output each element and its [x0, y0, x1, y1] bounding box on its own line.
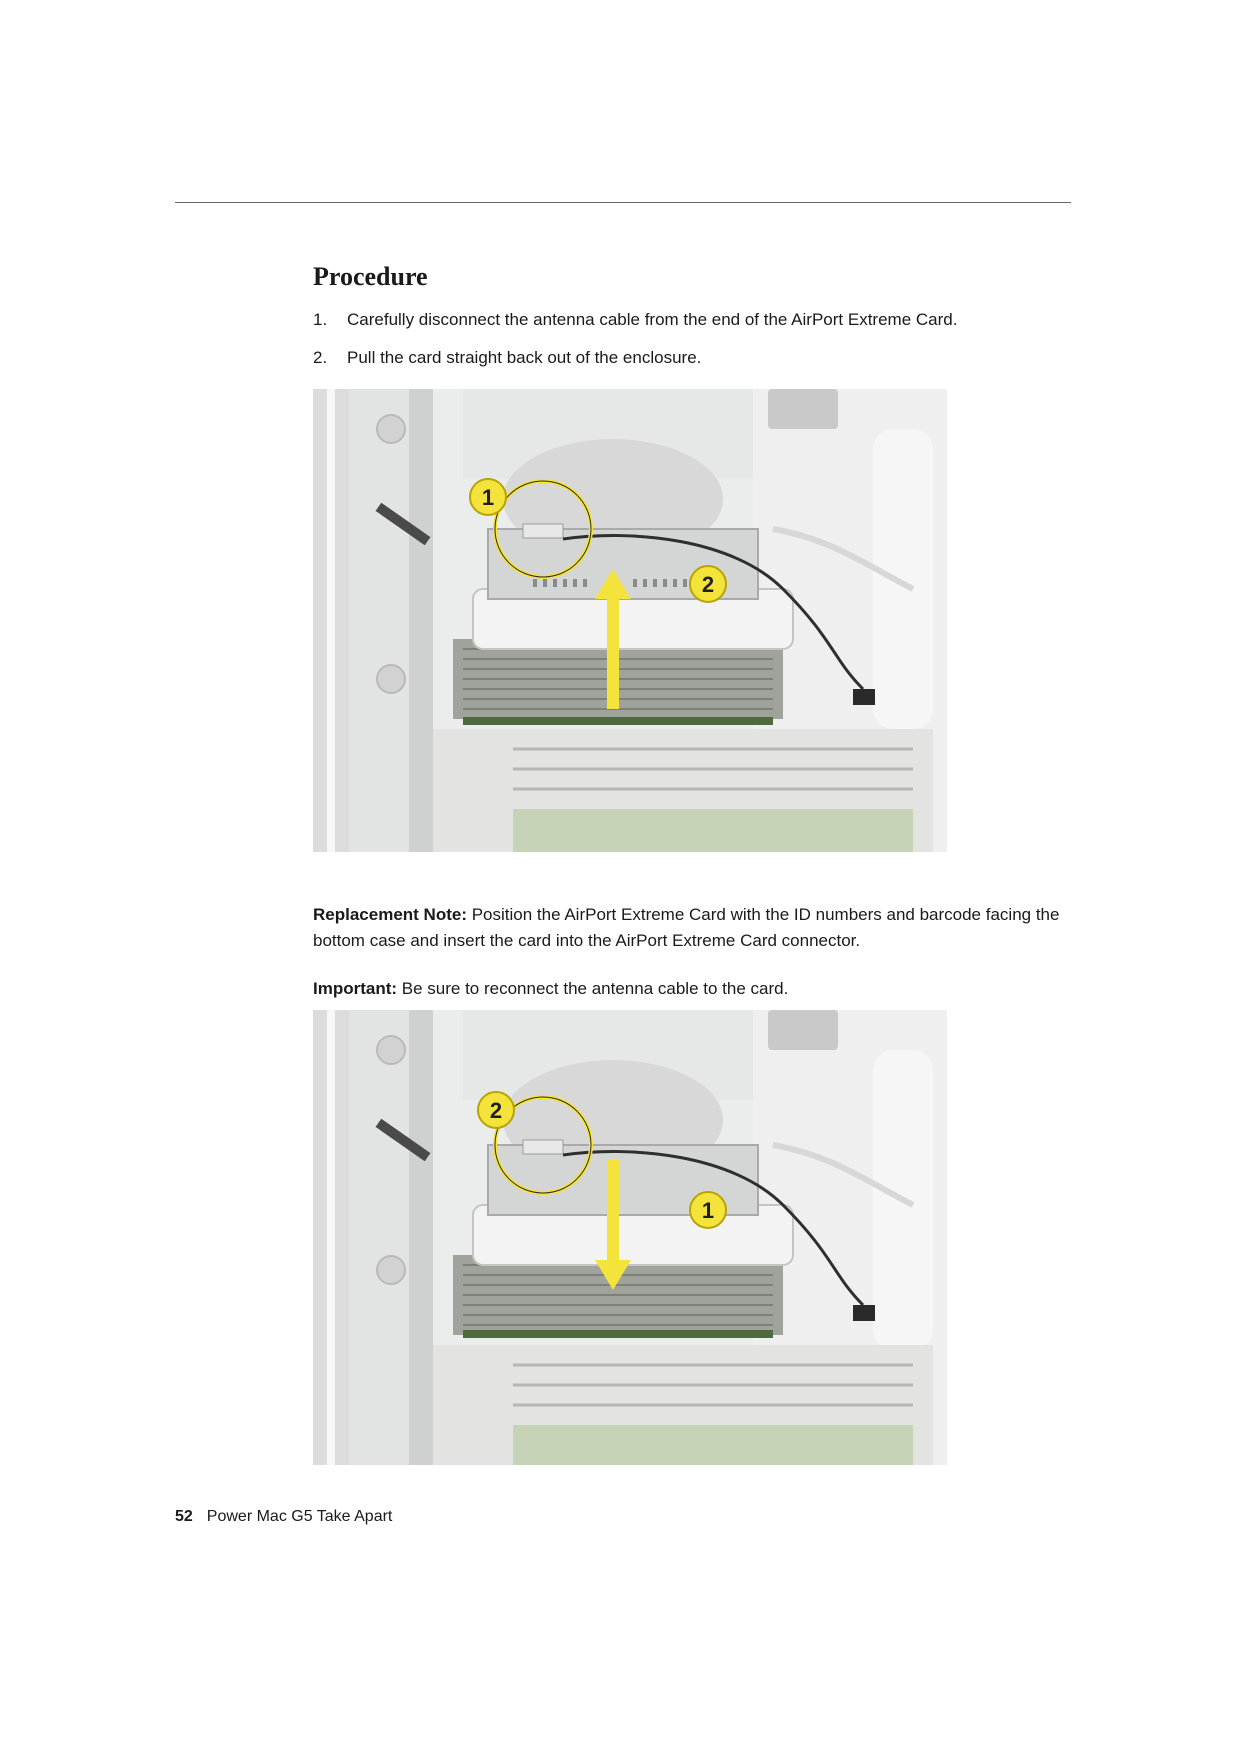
airport-card-installation-illustration	[313, 1010, 947, 1465]
important-text: Be sure to reconnect the antenna cable to the card.	[397, 979, 789, 998]
section-heading: Procedure	[313, 262, 428, 291]
step-number: 1.	[313, 310, 328, 329]
book-title: Power Mac G5 Take Apart	[206, 1508, 393, 1525]
page-footer	[175, 1508, 392, 1526]
step-number: 2.	[313, 348, 328, 367]
callout-number: 1	[701, 1198, 715, 1223]
callout-number: 2	[701, 572, 715, 597]
note-text: Position the AirPort Extreme Card with the ID numbers and barcode facing the bottom case and insert the card into the AirPort Extreme Card connector.	[313, 905, 1060, 950]
note-label: Replacement Note:	[313, 905, 467, 924]
header-rule	[175, 202, 1071, 203]
replacement-note	[313, 902, 1073, 954]
page-number: 52	[175, 1508, 193, 1525]
important-label: Important:	[313, 979, 398, 998]
callout-number: 1	[481, 485, 495, 510]
figure-remove-card	[313, 389, 947, 852]
step-text: Pull the card straight back out of the enclosure.	[347, 348, 702, 367]
callout-number: 2	[489, 1098, 503, 1123]
important-note	[313, 976, 1073, 1002]
figure-install-card	[313, 1010, 947, 1465]
step-text: Carefully disconnect the antenna cable from the end of the AirPort Extreme Card.	[347, 310, 958, 329]
airport-card-removal-illustration	[313, 389, 947, 852]
